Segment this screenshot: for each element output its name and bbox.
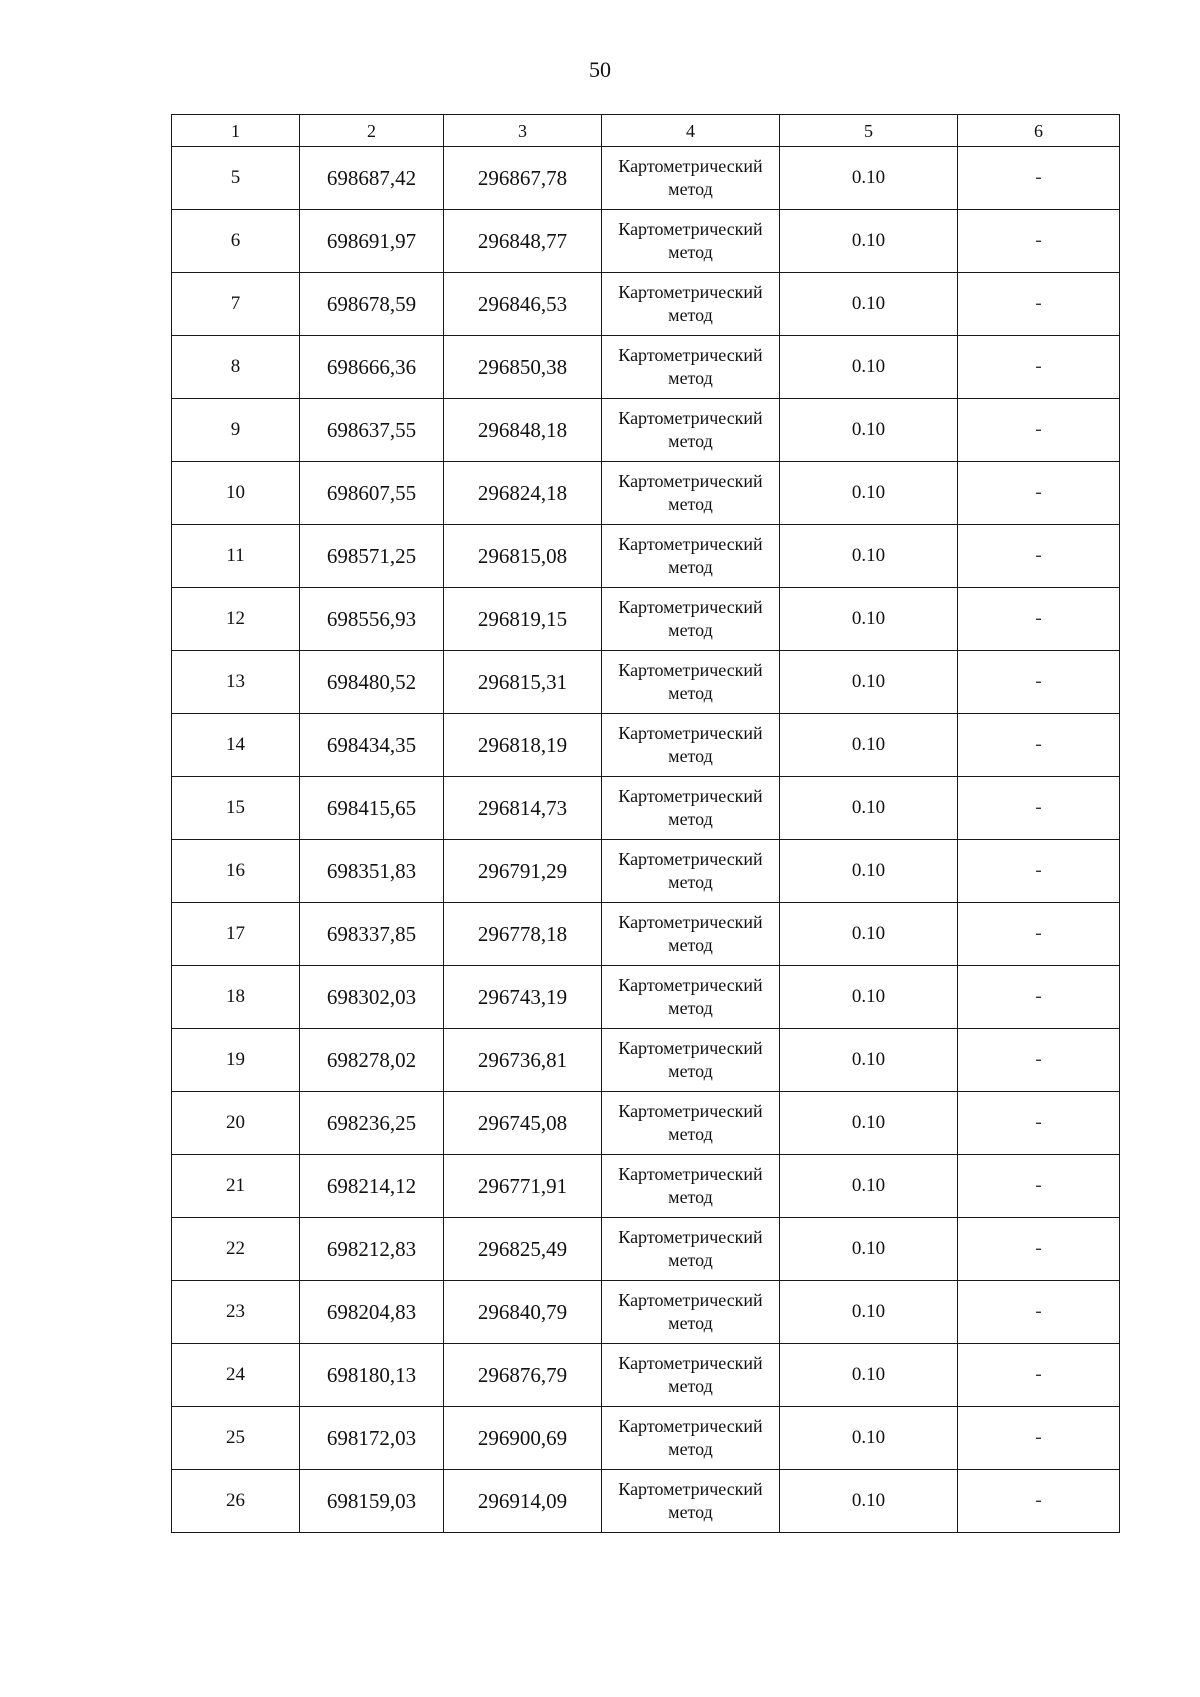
method-line-2: метод	[668, 809, 713, 829]
method-line-1: Картометрический	[618, 912, 763, 932]
method-line-2: метод	[668, 431, 713, 451]
y-coordinate-cell: 296825,49	[444, 1218, 602, 1281]
method-cell	[602, 1407, 780, 1470]
x-coordinate-cell: 698678,59	[300, 273, 444, 336]
method-cell	[602, 966, 780, 1029]
method-cell	[602, 1281, 780, 1344]
x-coordinate-cell: 698302,03	[300, 966, 444, 1029]
table-row	[172, 1155, 1120, 1218]
y-coordinate-cell: 296743,19	[444, 966, 602, 1029]
method-line-1: Картометрический	[618, 408, 763, 428]
method-line-1: Картометрический	[618, 219, 763, 239]
extra-cell: -	[958, 1407, 1120, 1470]
point-number-cell: 5	[172, 147, 300, 210]
method-line-1: Картометрический	[618, 1416, 763, 1436]
method-line-2: метод	[668, 1439, 713, 1459]
extra-cell: -	[958, 588, 1120, 651]
extra-cell: -	[958, 651, 1120, 714]
method-line-2: метод	[668, 557, 713, 577]
extra-cell: -	[958, 147, 1120, 210]
method-line-1: Картометрический	[618, 534, 763, 554]
method-line-1: Картометрический	[618, 1038, 763, 1058]
table-row	[172, 651, 1120, 714]
extra-cell: -	[958, 903, 1120, 966]
y-coordinate-cell: 296814,73	[444, 777, 602, 840]
point-number-cell: 23	[172, 1281, 300, 1344]
method-cell	[602, 1155, 780, 1218]
point-number-cell: 10	[172, 462, 300, 525]
table-row	[172, 210, 1120, 273]
method-line-2: метод	[668, 242, 713, 262]
method-line-1: Картометрический	[618, 597, 763, 617]
extra-cell: -	[958, 777, 1120, 840]
y-coordinate-cell: 296850,38	[444, 336, 602, 399]
x-coordinate-cell: 698214,12	[300, 1155, 444, 1218]
point-number-cell: 6	[172, 210, 300, 273]
method-cell	[602, 777, 780, 840]
method-line-1: Картометрический	[618, 723, 763, 743]
x-coordinate-cell: 698691,97	[300, 210, 444, 273]
method-line-1: Картометрический	[618, 1101, 763, 1121]
method-line-1: Картометрический	[618, 660, 763, 680]
method-line-2: метод	[668, 368, 713, 388]
x-coordinate-cell: 698687,42	[300, 147, 444, 210]
precision-cell: 0.10	[780, 1155, 958, 1218]
y-coordinate-cell: 296914,09	[444, 1470, 602, 1533]
method-line-1: Картометрический	[618, 1227, 763, 1247]
table-row	[172, 462, 1120, 525]
y-coordinate-cell: 296824,18	[444, 462, 602, 525]
table-row	[172, 840, 1120, 903]
y-coordinate-cell: 296876,79	[444, 1344, 602, 1407]
table-row	[172, 903, 1120, 966]
column-header-6: 6	[958, 115, 1120, 147]
precision-cell: 0.10	[780, 1029, 958, 1092]
precision-cell: 0.10	[780, 273, 958, 336]
method-cell	[602, 1218, 780, 1281]
method-cell	[602, 525, 780, 588]
extra-cell: -	[958, 1281, 1120, 1344]
precision-cell: 0.10	[780, 1218, 958, 1281]
method-cell	[602, 1470, 780, 1533]
method-cell	[602, 588, 780, 651]
method-cell	[602, 1344, 780, 1407]
point-number-cell: 9	[172, 399, 300, 462]
point-number-cell: 8	[172, 336, 300, 399]
y-coordinate-cell: 296745,08	[444, 1092, 602, 1155]
extra-cell: -	[958, 1344, 1120, 1407]
precision-cell: 0.10	[780, 1281, 958, 1344]
method-line-2: метод	[668, 872, 713, 892]
extra-cell: -	[958, 1092, 1120, 1155]
column-header-1: 1	[172, 115, 300, 147]
method-line-2: метод	[668, 1124, 713, 1144]
point-number-cell: 22	[172, 1218, 300, 1281]
method-line-2: метод	[668, 1502, 713, 1522]
extra-cell: -	[958, 210, 1120, 273]
point-number-cell: 19	[172, 1029, 300, 1092]
y-coordinate-cell: 296771,91	[444, 1155, 602, 1218]
table-row	[172, 1029, 1120, 1092]
method-cell	[602, 651, 780, 714]
x-coordinate-cell: 698172,03	[300, 1407, 444, 1470]
point-number-cell: 7	[172, 273, 300, 336]
method-line-1: Картометрический	[618, 1164, 763, 1184]
method-line-1: Картометрический	[618, 282, 763, 302]
method-line-2: метод	[668, 305, 713, 325]
x-coordinate-cell: 698159,03	[300, 1470, 444, 1533]
column-header-4: 4	[602, 115, 780, 147]
method-cell	[602, 714, 780, 777]
extra-cell: -	[958, 399, 1120, 462]
x-coordinate-cell: 698212,83	[300, 1218, 444, 1281]
method-line-1: Картометрический	[618, 345, 763, 365]
y-coordinate-cell: 296819,15	[444, 588, 602, 651]
precision-cell: 0.10	[780, 588, 958, 651]
x-coordinate-cell: 698434,35	[300, 714, 444, 777]
x-coordinate-cell: 698278,02	[300, 1029, 444, 1092]
y-coordinate-cell: 296900,69	[444, 1407, 602, 1470]
point-number-cell: 13	[172, 651, 300, 714]
y-coordinate-cell: 296815,31	[444, 651, 602, 714]
method-cell	[602, 336, 780, 399]
y-coordinate-cell: 296867,78	[444, 147, 602, 210]
precision-cell: 0.10	[780, 462, 958, 525]
method-line-2: метод	[668, 746, 713, 766]
method-line-1: Картометрический	[618, 975, 763, 995]
point-number-cell: 15	[172, 777, 300, 840]
point-number-cell: 26	[172, 1470, 300, 1533]
point-number-cell: 17	[172, 903, 300, 966]
extra-cell: -	[958, 1218, 1120, 1281]
method-line-2: метод	[668, 179, 713, 199]
table-row	[172, 1281, 1120, 1344]
table-row	[172, 1218, 1120, 1281]
y-coordinate-cell: 296846,53	[444, 273, 602, 336]
method-line-2: метод	[668, 1376, 713, 1396]
method-cell	[602, 1029, 780, 1092]
point-number-cell: 25	[172, 1407, 300, 1470]
table-row	[172, 1344, 1120, 1407]
y-coordinate-cell: 296791,29	[444, 840, 602, 903]
table-row	[172, 966, 1120, 1029]
x-coordinate-cell: 698571,25	[300, 525, 444, 588]
extra-cell: -	[958, 525, 1120, 588]
extra-cell: -	[958, 1155, 1120, 1218]
method-line-2: метод	[668, 1250, 713, 1270]
x-coordinate-cell: 698337,85	[300, 903, 444, 966]
extra-cell: -	[958, 714, 1120, 777]
precision-cell: 0.10	[780, 399, 958, 462]
table-row	[172, 1407, 1120, 1470]
point-number-cell: 18	[172, 966, 300, 1029]
column-header-5: 5	[780, 115, 958, 147]
table-row	[172, 147, 1120, 210]
precision-cell: 0.10	[780, 1470, 958, 1533]
precision-cell: 0.10	[780, 966, 958, 1029]
precision-cell: 0.10	[780, 1344, 958, 1407]
table-body	[172, 147, 1120, 1533]
extra-cell: -	[958, 840, 1120, 903]
extra-cell: -	[958, 273, 1120, 336]
table-row	[172, 399, 1120, 462]
precision-cell: 0.10	[780, 210, 958, 273]
extra-cell: -	[958, 1470, 1120, 1533]
method-cell	[602, 1092, 780, 1155]
method-cell	[602, 273, 780, 336]
method-line-2: метод	[668, 683, 713, 703]
table-row	[172, 1092, 1120, 1155]
table-row	[172, 1470, 1120, 1533]
point-number-cell: 14	[172, 714, 300, 777]
method-line-1: Картометрический	[618, 471, 763, 491]
method-line-2: метод	[668, 998, 713, 1018]
precision-cell: 0.10	[780, 840, 958, 903]
method-line-1: Картометрический	[618, 786, 763, 806]
x-coordinate-cell: 698204,83	[300, 1281, 444, 1344]
extra-cell: -	[958, 966, 1120, 1029]
method-line-2: метод	[668, 1061, 713, 1081]
method-cell	[602, 399, 780, 462]
method-line-2: метод	[668, 935, 713, 955]
method-line-2: метод	[668, 1187, 713, 1207]
y-coordinate-cell: 296778,18	[444, 903, 602, 966]
precision-cell: 0.10	[780, 1407, 958, 1470]
method-cell	[602, 210, 780, 273]
table-row	[172, 336, 1120, 399]
table-row	[172, 777, 1120, 840]
x-coordinate-cell: 698415,65	[300, 777, 444, 840]
y-coordinate-cell: 296840,79	[444, 1281, 602, 1344]
point-number-cell: 11	[172, 525, 300, 588]
precision-cell: 0.10	[780, 525, 958, 588]
method-line-1: Картометрический	[618, 849, 763, 869]
method-line-1: Картометрический	[618, 1479, 763, 1499]
x-coordinate-cell: 698607,55	[300, 462, 444, 525]
method-line-1: Картометрический	[618, 1353, 763, 1373]
precision-cell: 0.10	[780, 777, 958, 840]
x-coordinate-cell: 698480,52	[300, 651, 444, 714]
point-number-cell: 16	[172, 840, 300, 903]
table-header	[172, 115, 1120, 147]
method-line-1: Картометрический	[618, 156, 763, 176]
x-coordinate-cell: 698556,93	[300, 588, 444, 651]
method-line-1: Картометрический	[618, 1290, 763, 1310]
precision-cell: 0.10	[780, 714, 958, 777]
header-row	[172, 115, 1120, 147]
column-header-2: 2	[300, 115, 444, 147]
coordinates-table	[171, 114, 1120, 1533]
method-line-2: метод	[668, 1313, 713, 1333]
table-row	[172, 714, 1120, 777]
method-line-2: метод	[668, 494, 713, 514]
precision-cell: 0.10	[780, 651, 958, 714]
method-cell	[602, 903, 780, 966]
precision-cell: 0.10	[780, 903, 958, 966]
precision-cell: 0.10	[780, 147, 958, 210]
extra-cell: -	[958, 336, 1120, 399]
method-line-2: метод	[668, 620, 713, 640]
extra-cell: -	[958, 462, 1120, 525]
point-number-cell: 24	[172, 1344, 300, 1407]
point-number-cell: 12	[172, 588, 300, 651]
y-coordinate-cell: 296848,18	[444, 399, 602, 462]
y-coordinate-cell: 296848,77	[444, 210, 602, 273]
x-coordinate-cell: 698666,36	[300, 336, 444, 399]
point-number-cell: 20	[172, 1092, 300, 1155]
y-coordinate-cell: 296818,19	[444, 714, 602, 777]
method-cell	[602, 462, 780, 525]
extra-cell: -	[958, 1029, 1120, 1092]
method-cell	[602, 147, 780, 210]
x-coordinate-cell: 698351,83	[300, 840, 444, 903]
point-number-cell: 21	[172, 1155, 300, 1218]
precision-cell: 0.10	[780, 1092, 958, 1155]
table-row	[172, 588, 1120, 651]
y-coordinate-cell: 296736,81	[444, 1029, 602, 1092]
method-cell	[602, 840, 780, 903]
x-coordinate-cell: 698637,55	[300, 399, 444, 462]
precision-cell: 0.10	[780, 336, 958, 399]
x-coordinate-cell: 698236,25	[300, 1092, 444, 1155]
x-coordinate-cell: 698180,13	[300, 1344, 444, 1407]
table-row	[172, 273, 1120, 336]
column-header-3: 3	[444, 115, 602, 147]
table-row	[172, 525, 1120, 588]
page-number: 50	[589, 57, 611, 82]
y-coordinate-cell: 296815,08	[444, 525, 602, 588]
